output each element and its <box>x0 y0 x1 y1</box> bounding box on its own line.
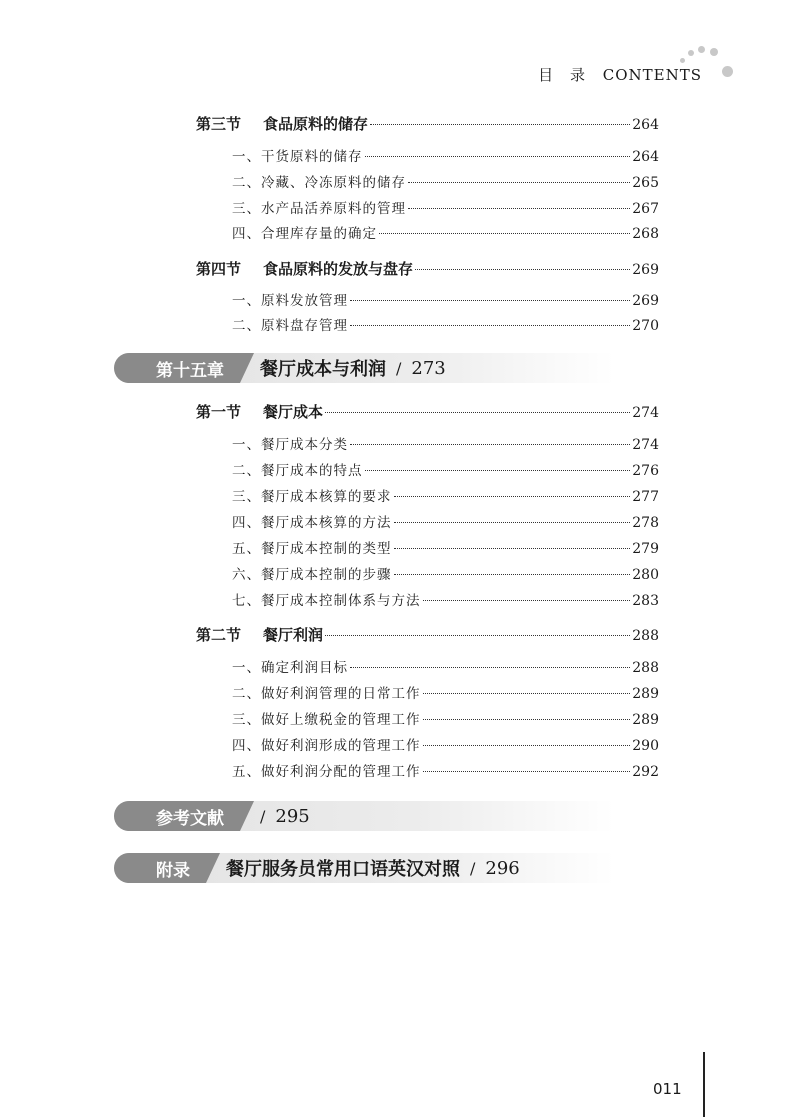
dot-leader <box>423 693 631 694</box>
dot-leader <box>365 470 631 471</box>
references-tag: 参考文献 <box>114 801 240 831</box>
dot-leader <box>365 156 631 157</box>
toc-item[interactable] <box>232 708 659 728</box>
item-page: 279 <box>632 541 659 557</box>
item-page: 264 <box>632 149 659 165</box>
chapter-title: 餐厅成本与利润 <box>260 359 386 380</box>
separator-slash: / <box>396 358 402 378</box>
dot-leader <box>325 412 630 413</box>
dot-leader <box>394 574 631 575</box>
item-label: 二、原料盘存管理 <box>232 318 348 334</box>
toc-item[interactable] <box>232 314 659 334</box>
item-page: 267 <box>632 201 659 217</box>
dot-leader <box>415 269 630 270</box>
toc-item[interactable] <box>232 537 659 557</box>
item-label: 四、做好利润形成的管理工作 <box>232 738 421 754</box>
dot-leader <box>408 182 630 183</box>
item-label: 七、餐厅成本控制体系与方法 <box>232 593 421 609</box>
section-page: 264 <box>632 117 659 133</box>
toc-section[interactable] <box>196 113 659 135</box>
toc-item[interactable] <box>232 433 659 453</box>
page-number: 011 <box>653 1080 682 1098</box>
references-page: 295 <box>275 805 310 827</box>
item-label: 四、合理库存量的确定 <box>232 226 377 242</box>
dot-leader <box>408 208 630 209</box>
section-number: 第四节 <box>196 260 242 278</box>
toc-item[interactable] <box>232 145 659 165</box>
item-page: 265 <box>632 175 659 191</box>
appendix-title: 餐厅服务员常用口语英汉对照 <box>226 859 460 880</box>
page-header <box>538 64 702 85</box>
item-label: 一、干货原料的储存 <box>232 149 363 165</box>
toc-item[interactable] <box>232 563 659 583</box>
dot-leader <box>350 325 630 326</box>
dot-leader <box>350 300 630 301</box>
section-number: 第二节 <box>196 626 242 644</box>
dot-leader <box>325 635 630 636</box>
dot-leader <box>350 444 630 445</box>
section-page: 269 <box>632 262 659 278</box>
item-page: 277 <box>632 489 659 505</box>
section-title: 食品原料的储存 <box>263 115 369 133</box>
dot-leader <box>423 719 631 720</box>
item-page: 292 <box>632 764 659 780</box>
separator-slash: / <box>260 806 266 826</box>
dot-leader <box>423 745 631 746</box>
section-page: 288 <box>632 628 659 644</box>
toc-item[interactable] <box>232 589 659 609</box>
toc-item[interactable] <box>232 734 659 754</box>
page-edge-rule <box>703 1052 705 1117</box>
item-page: 280 <box>632 567 659 583</box>
appendix-bar[interactable] <box>114 853 614 883</box>
section-number: 第一节 <box>196 403 242 421</box>
section-number: 第三节 <box>196 115 242 133</box>
item-label: 二、冷藏、冷冻原料的储存 <box>232 175 406 191</box>
section-title: 餐厅利润 <box>263 626 324 644</box>
item-page: 269 <box>632 293 659 309</box>
item-label: 五、餐厅成本控制的类型 <box>232 541 392 557</box>
dot-leader <box>370 124 630 125</box>
item-label: 三、做好上缴税金的管理工作 <box>232 712 421 728</box>
header-title-en: CONTENTS <box>602 66 702 84</box>
dot-leader <box>394 522 631 523</box>
appendix-page: 296 <box>485 857 520 879</box>
toc-item[interactable] <box>232 656 659 676</box>
dot-leader <box>423 771 631 772</box>
item-page: 270 <box>632 318 659 334</box>
dot-leader <box>423 600 631 601</box>
section-title: 食品原料的发放与盘存 <box>263 260 414 278</box>
toc-item[interactable] <box>232 682 659 702</box>
chapter-bar[interactable] <box>114 353 614 383</box>
item-page: 289 <box>632 686 659 702</box>
item-label: 一、原料发放管理 <box>232 293 348 309</box>
toc-section[interactable] <box>196 401 659 423</box>
references-bar[interactable] <box>114 801 614 831</box>
item-label: 二、做好利润管理的日常工作 <box>232 686 421 702</box>
item-label: 一、确定利润目标 <box>232 660 348 676</box>
toc-item[interactable] <box>232 289 659 309</box>
toc-section[interactable] <box>196 258 659 280</box>
item-label: 三、水产品活养原料的管理 <box>232 201 406 217</box>
toc-item[interactable] <box>232 485 659 505</box>
dot-leader <box>394 548 631 549</box>
item-page: 268 <box>632 226 659 242</box>
item-label: 四、餐厅成本核算的方法 <box>232 515 392 531</box>
item-label: 一、餐厅成本分类 <box>232 437 348 453</box>
dot-leader <box>379 233 630 234</box>
toc-item[interactable] <box>232 511 659 531</box>
toc-item[interactable] <box>232 459 659 479</box>
item-page: 274 <box>632 437 659 453</box>
chapter-tag: 第十五章 <box>114 353 240 383</box>
dot-leader <box>394 496 631 497</box>
toc-item[interactable] <box>232 171 659 191</box>
appendix-tag: 附录 <box>114 853 206 883</box>
item-page: 289 <box>632 712 659 728</box>
separator-slash: / <box>470 858 476 878</box>
item-page: 288 <box>632 660 659 676</box>
chapter-page: 273 <box>411 357 446 379</box>
toc-item[interactable] <box>232 760 659 780</box>
item-page: 283 <box>632 593 659 609</box>
header-title-cn: 目 录 <box>538 66 591 84</box>
item-page: 278 <box>632 515 659 531</box>
section-title: 餐厅成本 <box>263 403 324 421</box>
toc-item[interactable] <box>232 222 659 242</box>
item-label: 三、餐厅成本核算的要求 <box>232 489 392 505</box>
toc-item[interactable] <box>232 197 659 217</box>
item-label: 六、餐厅成本控制的步骤 <box>232 567 392 583</box>
item-label: 二、餐厅成本的特点 <box>232 463 363 479</box>
item-label: 五、做好利润分配的管理工作 <box>232 764 421 780</box>
item-page: 276 <box>632 463 659 479</box>
section-page: 274 <box>632 405 659 421</box>
toc-section[interactable] <box>196 624 659 646</box>
dot-leader <box>350 667 630 668</box>
item-page: 290 <box>632 738 659 754</box>
